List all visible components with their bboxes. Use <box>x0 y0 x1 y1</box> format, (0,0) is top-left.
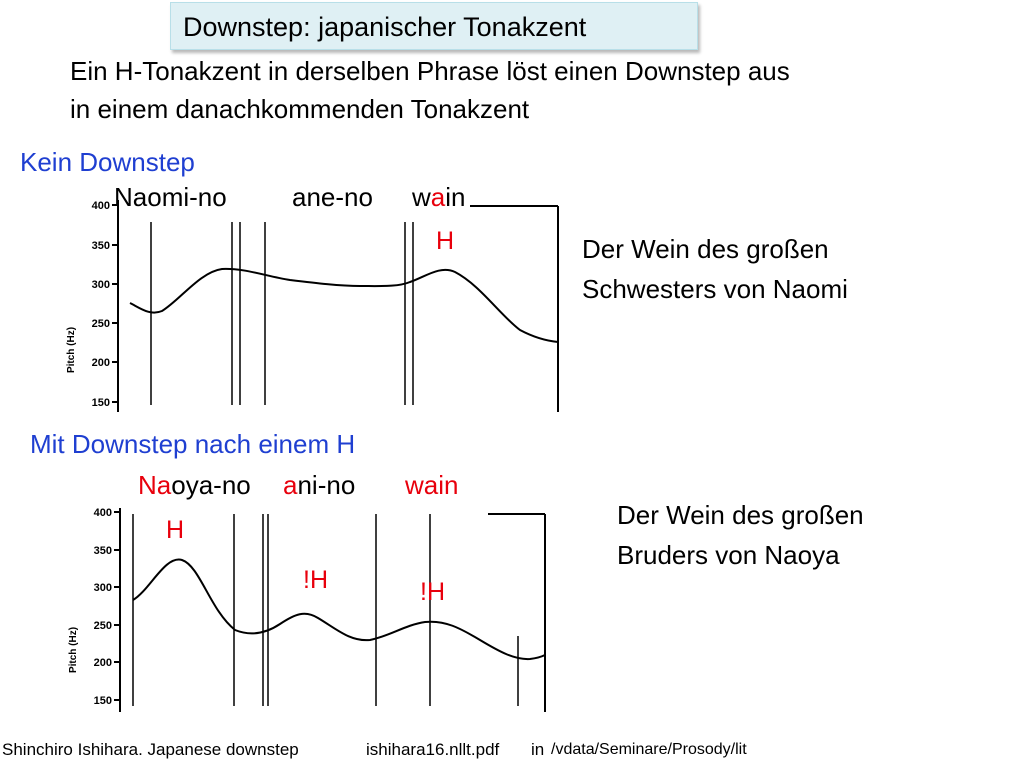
footer-file: ishihara16.nllt.pdf <box>366 740 500 759</box>
word-ane-no: ane-no <box>292 182 373 212</box>
y-axis-label-bottom: Pitch (Hz) <box>68 626 79 674</box>
y-tick-bottom-250: 250 <box>93 620 112 632</box>
footer-path: /vdata/Seminare/Prosody/lit <box>551 741 747 758</box>
y-tick-bottom-150: 150 <box>93 695 112 707</box>
tone-label-downstep-1: !H <box>303 566 328 594</box>
footer-in-label: in <box>531 740 545 759</box>
translation-bottom-1: Der Wein des großen <box>617 500 864 530</box>
word-naoya-rest: oya-no <box>171 470 251 500</box>
translation-top-2: Schwesters von Naomi <box>582 274 848 304</box>
tone-label-h-bottom: H <box>166 516 185 544</box>
word-wain-accent: a <box>430 182 446 212</box>
intro-line-2: in einem danachkommenden Tonakzent <box>70 94 530 124</box>
y-tick-bottom-200: 200 <box>93 657 112 669</box>
y-tick-top-350: 350 <box>91 240 110 252</box>
translation-bottom-2: Bruders von Naoya <box>617 540 840 570</box>
tone-label-downstep-2: !H <box>420 578 445 606</box>
word-ani-no <box>283 470 355 501</box>
slide-title: Downstep: japanischer Tonakzent <box>170 2 698 50</box>
tone-label-h-top: H <box>436 227 455 255</box>
word-naomi-no: Naomi-no <box>114 182 227 212</box>
heading-no-downstep: Kein Downstep <box>20 147 195 177</box>
word-wain-top <box>412 182 466 213</box>
word-wain-start: w <box>412 182 431 212</box>
word-naoya-accent: Na <box>138 470 172 500</box>
word-ani-accent: a <box>283 470 298 500</box>
word-ani-rest: ni-no <box>297 470 356 500</box>
word-naoya-no <box>138 470 251 501</box>
word-wain-end: in <box>445 182 466 212</box>
heading-with-downstep: Mit Downstep nach einem H <box>30 429 356 459</box>
y-tick-bottom-300: 300 <box>93 582 112 594</box>
y-axis-label-top: Pitch (Hz) <box>66 326 77 374</box>
y-tick-bottom-400: 400 <box>93 507 112 519</box>
y-tick-top-250: 250 <box>91 318 110 330</box>
footer-citation: Shinchiro Ishihara. Japanese downstep <box>2 740 299 759</box>
translation-top-1: Der Wein des großen <box>582 234 829 264</box>
y-tick-top-150: 150 <box>91 397 110 409</box>
y-tick-bottom-350: 350 <box>93 545 112 557</box>
y-tick-top-400: 400 <box>91 200 110 212</box>
y-tick-top-200: 200 <box>91 357 110 369</box>
intro-line-1: Ein H-Tonakzent in derselben Phrase löst einen Downstep aus <box>70 56 790 86</box>
word-wain-bottom: wain <box>405 470 459 500</box>
y-tick-top-300: 300 <box>91 279 110 291</box>
